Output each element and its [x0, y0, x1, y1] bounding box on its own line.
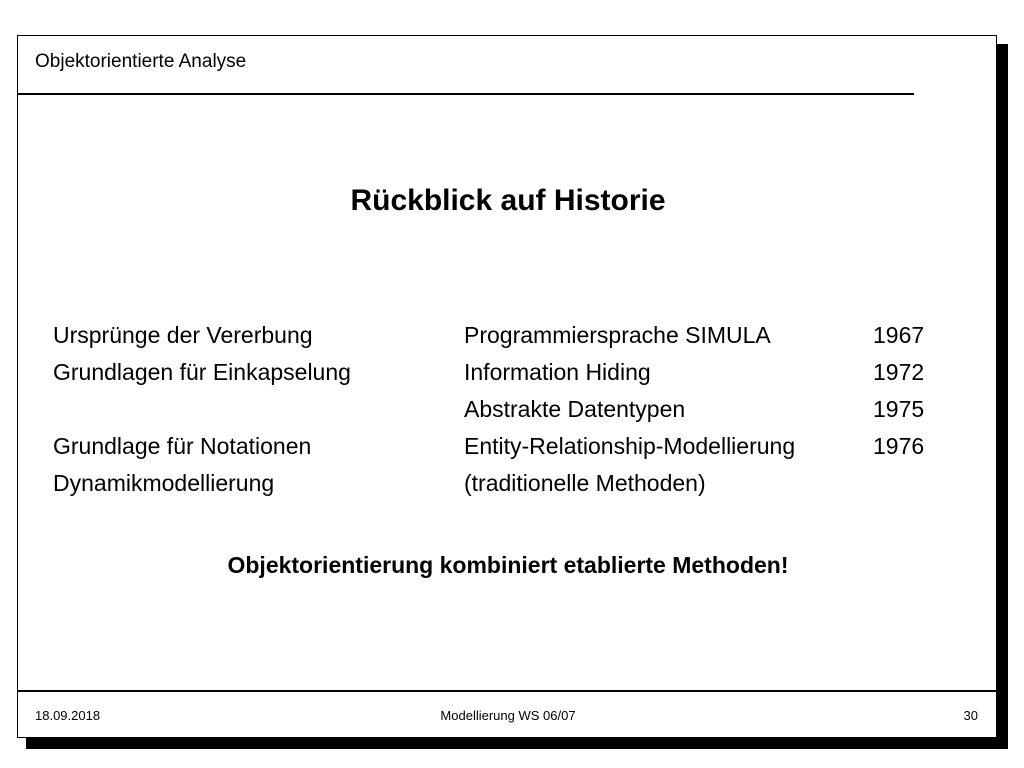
- history-row: [18, 433, 998, 469]
- history-row: [18, 470, 998, 506]
- header-divider: [18, 93, 914, 95]
- history-row: [18, 322, 998, 358]
- footer-course: Modellierung WS 06/07: [440, 708, 576, 723]
- history-concept: (traditionelle Methoden): [464, 470, 706, 496]
- history-topic: Grundlagen für Einkapselung: [53, 359, 351, 385]
- page-number: 30: [963, 708, 978, 723]
- header-title: Objektorientierte Analyse: [35, 51, 247, 72]
- footer-date: 18.09.2018: [35, 708, 101, 723]
- conclusion-statement: Objektorientierung kombiniert etablierte Methoden!: [227, 552, 789, 578]
- history-concept: Entity-Relationship-Modellierung: [464, 433, 796, 459]
- history-year: 1967: [873, 322, 925, 348]
- history-concept: Programmiersprache SIMULA: [464, 322, 771, 348]
- history-topic: Grundlage für Notationen: [53, 433, 312, 459]
- slide-frame: [17, 35, 997, 738]
- history-row: [18, 359, 998, 395]
- history-topic: Ursprünge der Vererbung: [53, 322, 313, 348]
- history-concept: Abstrakte Datentypen: [464, 396, 686, 422]
- history-year: 1972: [873, 359, 925, 385]
- history-year: 1975: [873, 396, 925, 422]
- history-concept: Information Hiding: [464, 359, 651, 385]
- history-row: [18, 396, 998, 432]
- footer-divider: [18, 690, 996, 692]
- slide-title: Rückblick auf Historie: [350, 184, 666, 217]
- history-year: 1976: [873, 433, 925, 459]
- history-topic: Dynamikmodellierung: [53, 470, 275, 496]
